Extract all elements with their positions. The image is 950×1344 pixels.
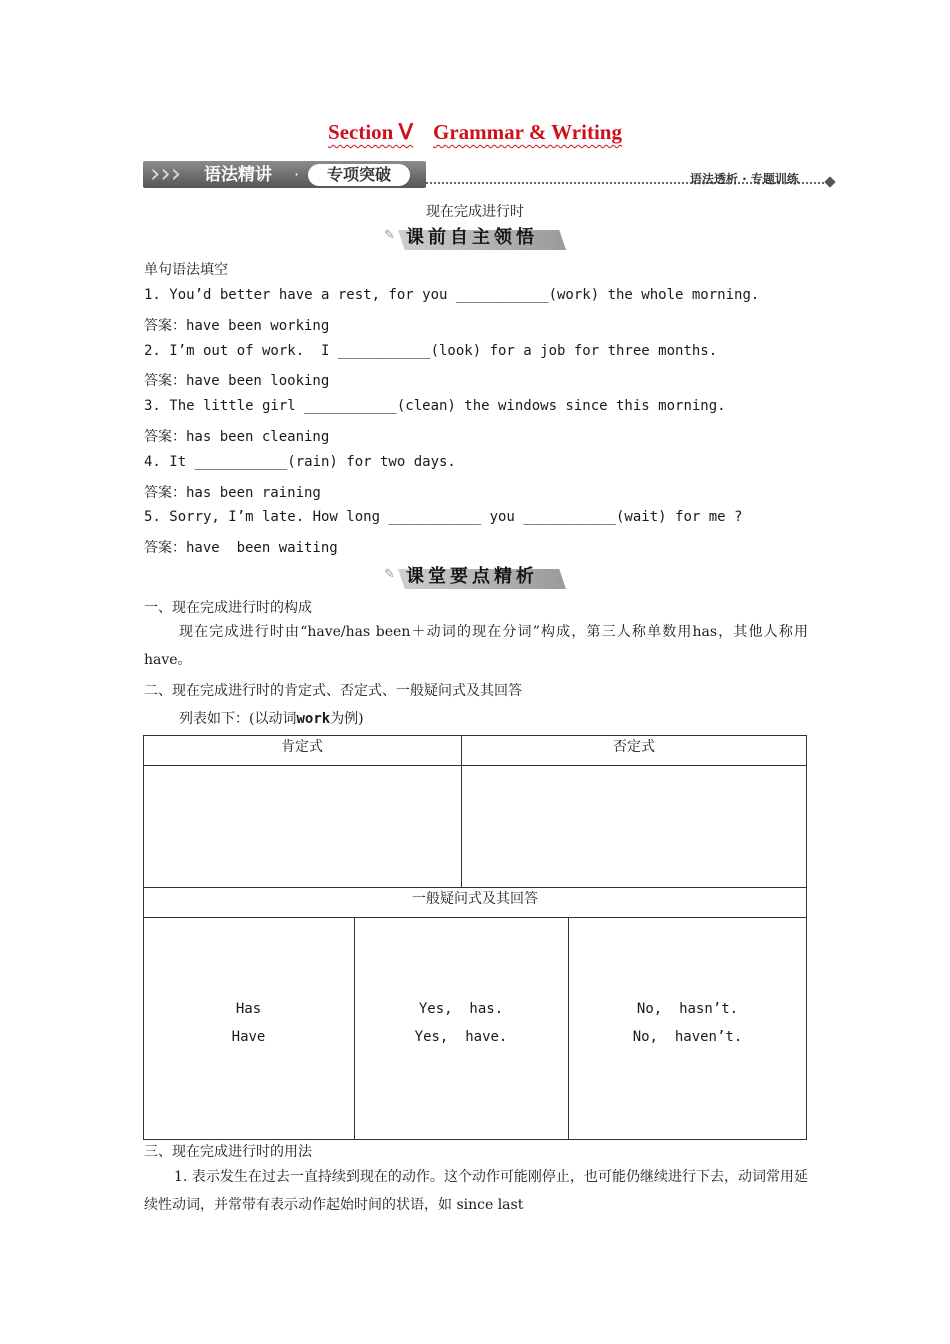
topic-heading: 现在完成进行时 <box>426 204 524 220</box>
section-3-title: 三、现在完成进行时的用法 <box>144 1144 312 1160</box>
cell-yes-answers: Yes, has. Yes, have. <box>414 1001 508 1045</box>
answer-4: 答案：has been raining <box>144 485 321 501</box>
header-affirmative: 肯定式 <box>281 739 323 755</box>
banner-left-label: 语法精讲 <box>204 165 272 185</box>
title-section: Section Ⅴ <box>328 120 413 144</box>
in-class-heading: ✎ 课堂要点精析 <box>384 565 566 591</box>
answer-2: 答案：have been looking <box>144 373 330 389</box>
question-5: 5. Sorry, I’m late. How long ___________ you ___________(wait) for me ? <box>144 509 743 525</box>
answer-3: 答案：has been cleaning <box>144 429 330 445</box>
question-3: 3. The little girl ___________(clean) the windows since this morning. <box>144 398 726 414</box>
title-topic: Grammar & Writing <box>432 120 622 144</box>
answer-5: 答案：have been waiting <box>144 540 338 556</box>
instruction: 单句语法填空 <box>144 262 228 278</box>
conjugation-table <box>143 735 807 1140</box>
section-1-title: 一、现在完成进行时的构成 <box>144 600 312 616</box>
question-2: 2. I’m out of work. I ___________(look) for a job for three months. <box>144 343 718 359</box>
cell-no-answers: No, hasn’t. No, haven’t. <box>632 1001 743 1045</box>
page-title <box>0 120 950 145</box>
section-2-intro: 列表如下：(以动词work为例) <box>179 711 364 727</box>
header-negative: 否定式 <box>613 739 655 755</box>
pencil-icon: ✎ <box>384 567 395 582</box>
question-4: 4. It ___________(rain) for two days. <box>144 454 456 470</box>
section-2-title: 二、现在完成进行时的肯定式、否定式、一般疑问式及其回答 <box>144 683 522 699</box>
diamond-icon <box>824 176 835 187</box>
cell-question-forms: Has Have <box>231 1001 266 1045</box>
question-1: 1. You’d better have a rest, for you ___________(work) the whole morning. <box>144 287 760 303</box>
header-question: 一般疑问式及其回答 <box>412 891 538 907</box>
chevron-right-icon: ››› <box>150 159 182 189</box>
banner-dot: · <box>294 165 300 184</box>
answer-1: 答案：have been working <box>144 318 330 334</box>
banner-right-label: 语法透析 · 专题训练 <box>690 172 799 186</box>
pencil-icon: ✎ <box>384 228 395 243</box>
section-3-body: 1. 表示发生在过去一直持续到现在的动作。这个动作可能刚停止，也可能仍继续进行下去，动词常用延续性动词，并常带有表示动作起始时间的状语，如 since last <box>144 1169 808 1213</box>
banner-pill-label: 专项突破 <box>308 164 410 186</box>
section-1-body: 现在完成进行时由“have/has been＋动词的现在分词”构成，第三人称单数用has，其他人称用have。 <box>144 624 808 668</box>
pre-class-heading: ✎ 课前自主领悟 <box>384 226 566 252</box>
